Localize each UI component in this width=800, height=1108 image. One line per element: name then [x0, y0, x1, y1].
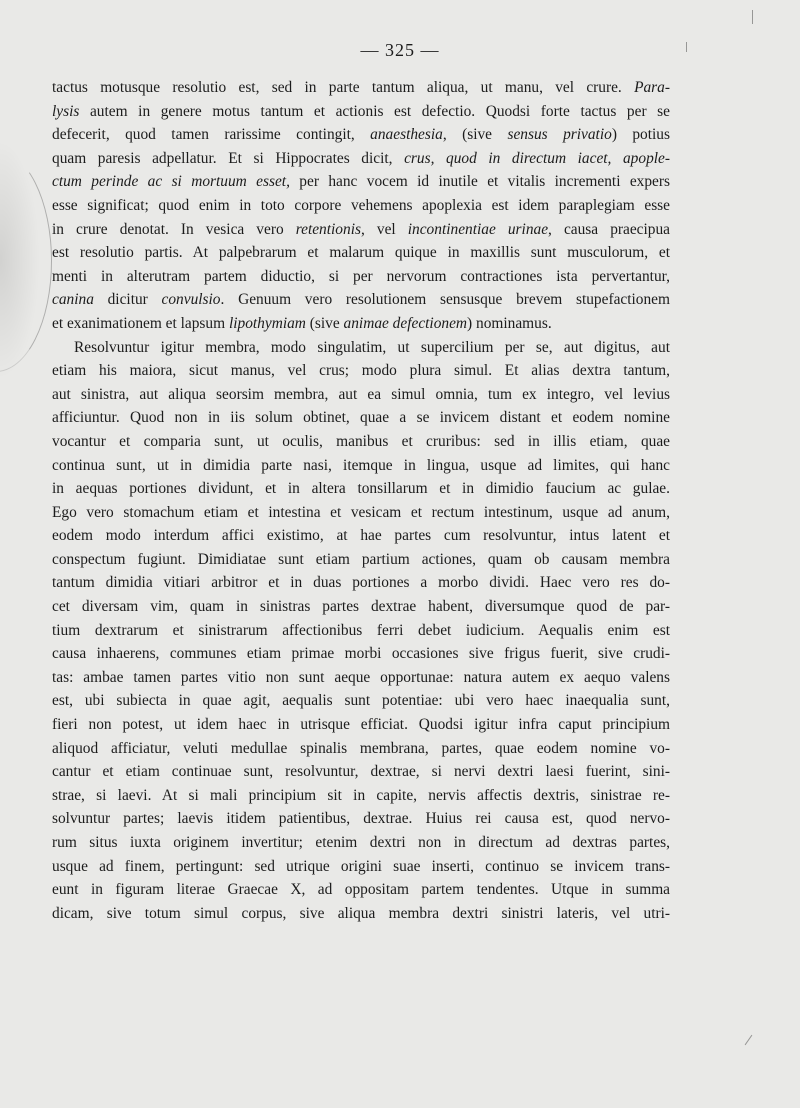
text-segment: Resolvuntur igitur membra, modo singulatim, ut supercilium per se, aut digitus, aut — [74, 338, 670, 356]
italic-term: sensus privatio — [507, 126, 612, 144]
text-segment: Ego vero stomachum etiam et intestina et vesicam et rectum intestinum, usque ad anum, — [52, 503, 670, 521]
text-line — [52, 76, 670, 100]
italic-term: ctum perinde ac si mortuum esset, — [52, 173, 290, 191]
text-segment: cet diversam vim, quam in sinistras partes dextrae habent, diversumque quod de par- — [52, 598, 670, 616]
text-line — [52, 147, 670, 171]
text-segment: (sive — [305, 314, 344, 332]
text-segment: , (sive — [442, 126, 508, 144]
italic-term: incontinentiae urinae — [407, 220, 549, 238]
text-segment: ) potius — [611, 126, 670, 144]
italic-term: lysis — [52, 102, 80, 120]
text-segment: per hanc vocem id inutile et vitalis incrementi expers — [289, 173, 671, 191]
text-line — [52, 100, 670, 124]
text-segment: , causa praecipua — [548, 220, 670, 238]
text-segment: rum situs iuxta originem invertitur; etenim dextri non in directum ad dextras partes, — [52, 834, 670, 851]
text-segment: tantum dimidia vitiari arbitror et in duas portiones a morbo dividi. Haec vero res do- — [52, 574, 670, 592]
text-segment: ) nominamus. — [467, 314, 552, 332]
italic-term: convulsio — [161, 291, 221, 309]
text-line — [52, 194, 670, 218]
text-segment: conspectum fugiunt. Dimidiatae sunt etiam partium actiones, quam ob causam membra — [52, 550, 670, 568]
text-line — [52, 312, 670, 336]
text-line — [52, 406, 670, 430]
text-segment: est, ubi subiecta in quae agit, aequalis sunt potentiae: ubi vero haec inaequalia sunt, — [52, 692, 670, 710]
text-segment: dicitur — [93, 291, 162, 309]
text-line — [52, 430, 670, 454]
text-segment: afficiuntur. Quod non in iis solum obtinet, quae a se invicem distant et eodem nomine — [52, 409, 670, 427]
text-line — [52, 737, 670, 761]
margin-mark — [686, 42, 687, 52]
text-segment: , vel — [360, 220, 408, 238]
text-segment: quam paresis adpellatur. Et si Hippocrates dicit, — [52, 149, 405, 167]
italic-term: animae defectionem — [343, 314, 468, 332]
text-line — [52, 265, 670, 289]
text-line — [52, 831, 670, 855]
text-segment: fieri non potest, ut idem haec in utrisque efficiat. Quodsi igitur infra caput principium — [52, 716, 670, 734]
text-segment: est resolutio partis. At palpebrarum et malarum quique in maxillis sunt musculorum, et — [52, 244, 670, 262]
text-line — [52, 241, 670, 265]
text-segment: tactus motusque resolutio est, sed in parte tantum aliqua, ut manu, vel crure. — [52, 79, 635, 96]
text-line — [52, 336, 670, 360]
page-curl — [0, 150, 52, 372]
text-segment: menti in alterutram partem diductio, si per nervorum contractiones ista pervertantur, — [52, 267, 670, 285]
text-segment: causa inhaerens, communes etiam primae morbi occasiones sive frigus fuerit, sive crudi- — [52, 645, 670, 663]
text-segment: eunt in figuram literae Graecae X, ad oppositam partem tendentes. Utque in summa — [52, 881, 670, 899]
text-line — [52, 642, 670, 666]
italic-term: anaesthesia — [370, 126, 443, 144]
text-segment: aliquod afficiatur, veluti medullae spinalis membrana, partes, quae eodem nomine vo- — [52, 739, 670, 757]
margin-mark — [745, 1035, 753, 1045]
text-line — [52, 359, 670, 383]
text-line — [52, 170, 670, 194]
text-segment: aut sinistra, aut aliqua seorsim membra, aut ea simul omnia, tum ex integro, vel levius — [52, 385, 670, 403]
text-line — [52, 713, 670, 737]
text-segment: defecerit, quod tamen rarissime contingit, — [52, 126, 371, 144]
text-segment: vocantur et comparia sunt, ut oculis, manibus et cruribus: sed in illis etiam, quae — [52, 432, 670, 450]
text-segment: usque ad finem, pertingunt: sed utrique origini suae inserti, continuo se invicem trans- — [52, 857, 670, 875]
text-line — [52, 902, 670, 926]
text-segment: esse significat; quod enim in toto corpore vehemens apoplexia est idem paraplegiam esse — [52, 196, 670, 214]
text-segment: tas: ambae tamen partes vitio non sunt aeque opportunae: natura autem ex aequo valens — [52, 668, 670, 686]
text-line — [52, 760, 670, 784]
text-line — [52, 571, 670, 595]
text-line — [52, 784, 670, 808]
text-line — [52, 878, 670, 902]
text-segment: dicam, sive totum simul corpus, sive aliqua membra dextri sinistri lateris, vel utri- — [52, 904, 670, 922]
text-line — [52, 477, 670, 501]
text-segment: et exanimationem et lapsum — [52, 314, 229, 332]
text-segment: in crure denotat. In vesica vero — [52, 220, 296, 238]
body-text — [52, 76, 670, 925]
text-line — [52, 123, 670, 147]
text-line — [52, 524, 670, 548]
text-segment: strae, si laevi. At si mali principium sit in capite, nervis affectis dextris, sinistrae re- — [52, 786, 670, 804]
italic-term: retentionis — [295, 220, 361, 238]
text-segment: cantur et etiam continuae sunt, resolvuntur, dextrae, si nervi dextri laesi fuerint, sini- — [52, 763, 670, 781]
margin-mark — [752, 10, 753, 24]
text-segment: etiam his maiora, sicut manus, vel crus; modo plura simul. Et alias dextra tantum, — [52, 362, 670, 380]
text-segment: eodem modo interdum affici existimo, at hae partes cum resolvuntur, intus latent et — [52, 527, 670, 545]
italic-term: lipothymiam — [228, 314, 306, 332]
text-segment: in aequas portiones dividunt, et in altera tonsillarum et in dimidio faucium ac gulae. — [52, 480, 670, 498]
text-segment: solvuntur partes; laevis itidem patientibus, dextrae. Huius rei causa est, quod nervo- — [52, 810, 670, 828]
page-number: — 325 — — [360, 40, 440, 60]
italic-term: crus, quod in directum iacet, apople- — [404, 149, 670, 167]
text-line — [52, 218, 670, 242]
text-line — [52, 383, 670, 407]
text-line — [52, 454, 670, 478]
text-segment: continua sunt, ut in dimidia parte nasi, itemque in lingua, usque ad limites, qui hanc — [52, 456, 670, 474]
text-line — [52, 548, 670, 572]
italic-term: canina — [52, 291, 94, 309]
text-line — [52, 666, 670, 690]
text-segment: autem in genere motus tantum et actionis est defectio. Quodsi forte tactus per se — [79, 102, 670, 120]
text-line — [52, 288, 670, 312]
text-line — [52, 689, 670, 713]
text-line — [52, 595, 670, 619]
text-line — [52, 501, 670, 525]
italic-term: Para- — [634, 79, 670, 96]
text-segment: tium dextrarum et sinistrarum affectionibus ferri debet iudicium. Aequalis enim est — [52, 621, 670, 639]
text-line — [52, 807, 670, 831]
text-line — [52, 855, 670, 879]
text-segment: . Genuum vero resolutionem sensusque brevem stupefactionem — [220, 291, 670, 309]
text-line — [52, 619, 670, 643]
